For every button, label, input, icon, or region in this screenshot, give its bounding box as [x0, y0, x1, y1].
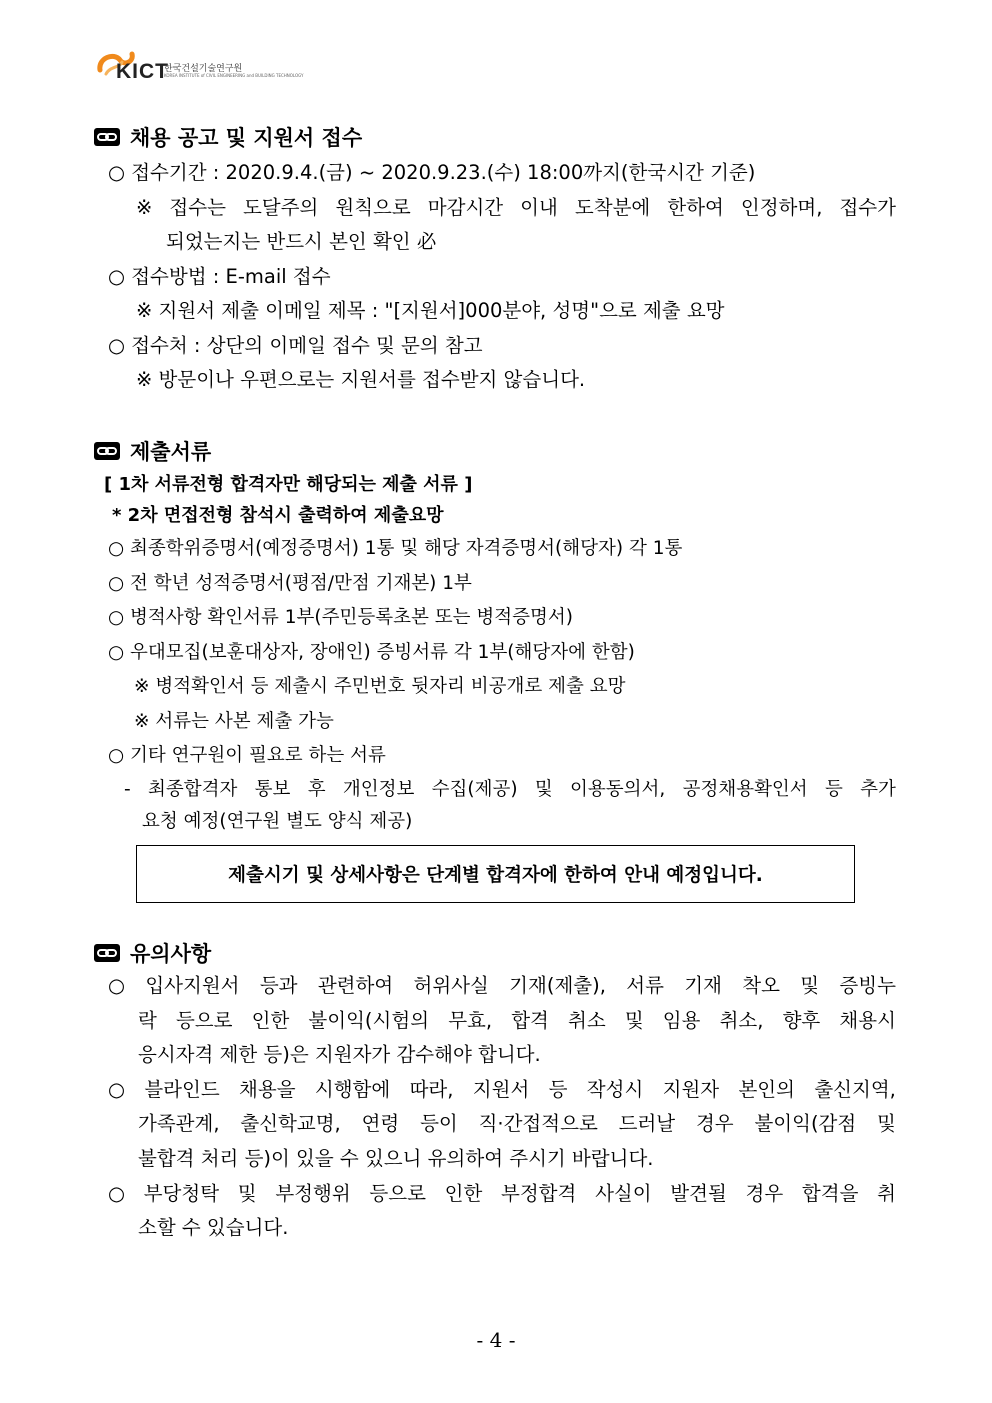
- section-title: 제출서류: [130, 440, 212, 464]
- list-item: 요청 예정(연구원 별도 양식 제공): [142, 811, 413, 832]
- list-item: 락 등으로 인한 불이익(시험의 무효, 합격 취소 및 임용 취소, 향후 채용시: [138, 1009, 896, 1032]
- list-item: 응시자격 제한 등)은 지원자가 감수해야 합니다.: [138, 1043, 541, 1066]
- list-item: ※ 서류는 사본 제출 가능: [134, 711, 334, 732]
- section-heading-application: [94, 122, 362, 152]
- section-title: 채용 공고 및 지원서 접수: [130, 126, 363, 150]
- list-item: [ 1차 서류전형 합격자만 해당되는 제출 서류 ]: [104, 474, 473, 495]
- list-item: ○ 입사지원서 등과 관련하여 허위사실 기재(제출), 서류 기재 착오 및 증빙누: [108, 974, 896, 997]
- link-icon: [94, 442, 120, 460]
- list-item: ○ 기타 연구원이 필요로 하는 서류: [108, 745, 386, 766]
- list-item: ○ 접수방법 : E-mail 접수: [108, 265, 331, 288]
- list-item: ※ 접수는 도달주의 원칙으로 마감시간 이내 도착분에 한하여 인정하며, 접수가: [136, 196, 896, 219]
- list-item: 소할 수 있습니다.: [138, 1216, 289, 1239]
- logo-text: KICT: [116, 60, 169, 83]
- list-item: 되었는지는 반드시 본인 확인 必: [166, 230, 437, 253]
- list-item: ○ 접수기간 : 2020.9.4.(금) ~ 2020.9.23.(수) 18:00까지(한국시간 기준): [108, 161, 756, 184]
- list-item: ※ 병적확인서 등 제출시 주민번호 뒷자리 비공개로 제출 요망: [134, 676, 626, 697]
- section-heading-documents: [94, 436, 211, 466]
- notice-box: 제출시기 및 상세사항은 단계별 합격자에 한하여 안내 예정입니다.: [136, 845, 855, 903]
- list-item: ○ 접수처 : 상단의 이메일 접수 및 문의 참고: [108, 334, 483, 357]
- list-item: * 2차 면접전형 참석시 출력하여 제출요망: [112, 505, 444, 526]
- list-item: ※ 방문이나 우편으로는 지원서를 접수받지 않습니다.: [136, 368, 586, 391]
- logo-org-name-en: KOREA INSTITUTE of CIVIL ENGINEERING and BUILDING TECHNOLOGY: [164, 73, 304, 78]
- link-icon: [94, 944, 120, 962]
- section-title: 유의사항: [130, 942, 212, 966]
- list-item: ※ 지원서 제출 이메일 제목 : "[지원서]000분야, 성명"으로 제출 요망: [136, 299, 725, 322]
- list-item: ○ 우대모집(보훈대상자, 장애인) 증빙서류 각 1부(해당자에 한함): [108, 642, 635, 663]
- section-heading-notes: [94, 938, 211, 968]
- kict-logo: [96, 46, 304, 86]
- list-item: ○ 블라인드 채용을 시행함에 따라, 지원서 등 작성시 지원자 본인의 출신지역,: [108, 1078, 896, 1101]
- list-item: 가족관계, 출신학교명, 연령 등이 직·간접적으로 드러날 경우 불이익(감점 및: [138, 1112, 896, 1135]
- list-item: ○ 최종학위증명서(예정증명서) 1통 및 해당 자격증명서(해당자) 각 1통: [108, 538, 683, 559]
- list-item: ○ 전 학년 성적증명서(평점/만점 기재본) 1부: [108, 573, 472, 594]
- list-item: 불합격 처리 등)이 있을 수 있으니 유의하여 주시기 바랍니다.: [138, 1147, 654, 1170]
- page-number: - 4 -: [476, 1328, 516, 1352]
- link-icon: [94, 128, 120, 146]
- list-item: ○ 병적사항 확인서류 1부(주민등록초본 또는 병적증명서): [108, 607, 573, 628]
- list-item: ○ 부당청탁 및 부정행위 등으로 인한 부정합격 사실이 발견될 경우 합격을 취: [108, 1182, 896, 1205]
- logo-org-name: 한국건설기술연구원: [164, 64, 243, 74]
- list-item: - 최종합격자 통보 후 개인정보 수집(제공) 및 이용동의서, 공정채용확인서 등 추가: [124, 779, 896, 800]
